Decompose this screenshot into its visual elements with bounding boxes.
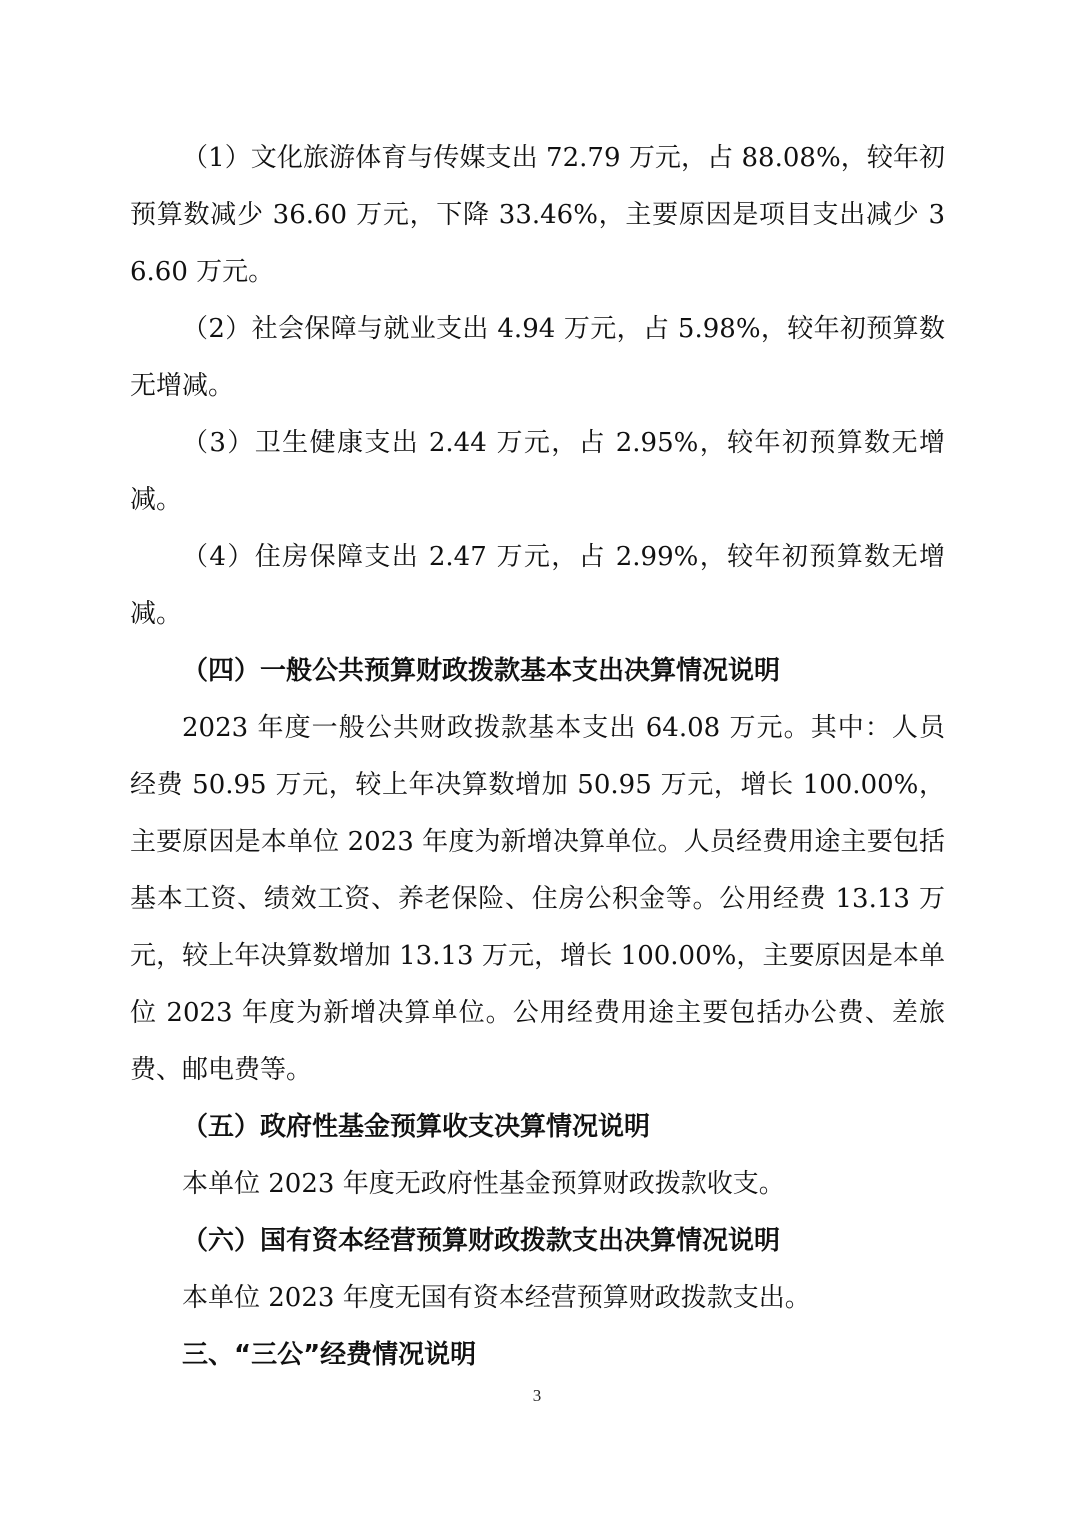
section-4-body: 2023 年度一般公共财政拨款基本支出 64.08 万元。其中：人员经费 50.95 万元，较上年决算数增加 50.95 万元，增长 100.00%，主要原因是本单位 2023 年度为新增决算单位。人员经费用途主要包括基本工资、绩效工资、养老保险、住房公积金等。公用经费 13.13 万元，较上年决算数增加 13.13 万元，增长 100.00%，主要原因是本单位 2023 年度为新增决算单位。公用经费用途主要包括办公费、差旅费、邮电费等。: [130, 713, 945, 1085]
expenditure-item-health: （3）卫生健康支出 2.44 万元，占 2.95%，较年初预算数无增减。: [130, 428, 945, 515]
expenditure-item-culture: （1）文化旅游体育与传媒支出 72.79 万元，占 88.08%，较年初预算数减少 36.60 万元，下降 33.46%，主要原因是项目支出减少 36.60 万元。: [130, 143, 945, 287]
section-5-body: 本单位 2023 年度无政府性基金预算财政拨款收支。: [182, 1169, 785, 1199]
expenditure-item-housing: （4）住房保障支出 2.47 万元，占 2.99%，较年初预算数无增减。: [130, 542, 945, 629]
section-4-heading: （四）一般公共预算财政拨款基本支出决算情况说明: [182, 656, 781, 686]
page-number: 3: [532, 1386, 542, 1405]
part-3-heading: 三、“三公”经费情况说明: [182, 1340, 477, 1370]
section-6-heading: （六）国有资本经营预算财政拨款支出决算情况说明: [182, 1226, 781, 1256]
page-content: [130, 130, 945, 1384]
expenditure-item-social-security: （2）社会保障与就业支出 4.94 万元，占 5.98%，较年初预算数无增减。: [130, 314, 945, 401]
section-6-body: 本单位 2023 年度无国有资本经营预算财政拨款支出。: [182, 1283, 811, 1313]
section-5-heading: （五）政府性基金预算收支决算情况说明: [182, 1112, 651, 1142]
